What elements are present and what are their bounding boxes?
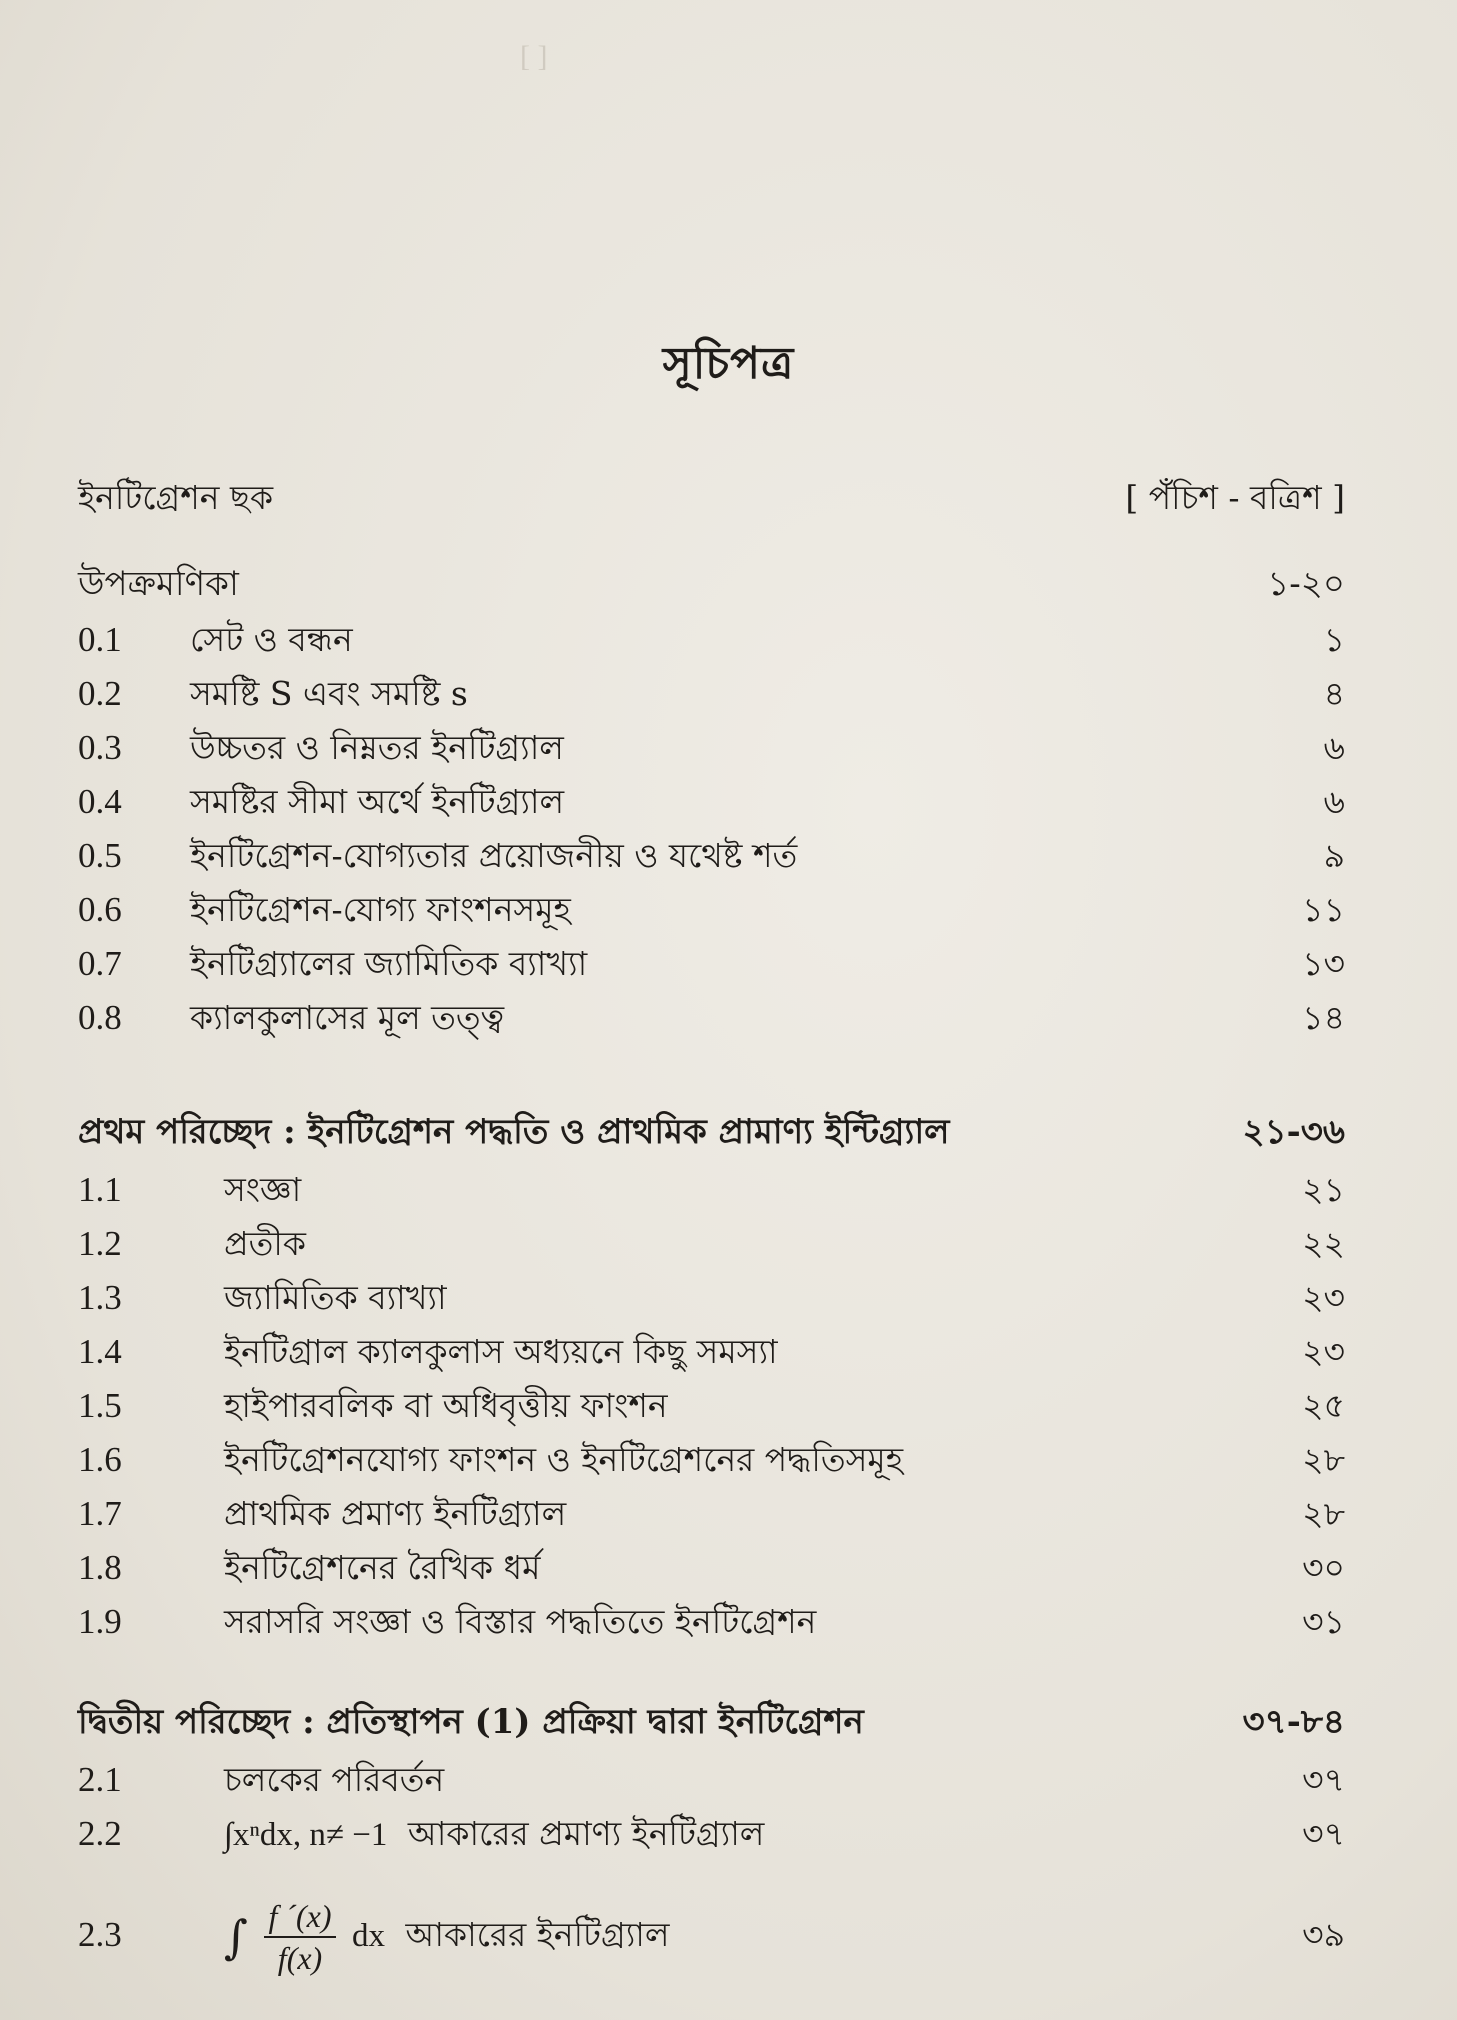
entry-number: 1.3 — [78, 1278, 122, 1317]
entry-title: ইনটিগ্রেশনযোগ্য ফাংশন ও ইনটিগ্রেশনের পদ্ধতিসমূহ — [224, 1440, 904, 1479]
entry-page: ৩১ — [1302, 1602, 1345, 1641]
entry-title: জ্যামিতিক ব্যাখ্যা — [224, 1278, 447, 1317]
integral-sign-icon: ∫ — [224, 1910, 248, 1964]
toc-entry — [0, 1754, 1457, 1806]
toc-entry — [0, 1272, 1457, 1324]
entry-number: 1.2 — [78, 1224, 122, 1263]
entry-number: 2.1 — [78, 1760, 122, 1799]
section-pages: ২১-৩৬ — [1242, 1112, 1345, 1152]
section-title: উপক্রমণিকা — [78, 564, 239, 604]
toc-entry — [0, 830, 1457, 882]
entry-title: ইনটিগ্রেশন-যোগ্যতার প্রয়োজনীয় ও যথেষ্ট শর্ত — [190, 836, 798, 875]
entry-title: সমষ্টির সীমা অর্থে ইনটিগ্র্যাল — [190, 782, 565, 821]
toc-entry — [0, 722, 1457, 774]
integral-formula: ∫xⁿdx, n≠ −1 — [224, 1817, 388, 1853]
toc-entry — [0, 1890, 1457, 1980]
toc-entry — [0, 1326, 1457, 1378]
entry-page: ২৮ — [1302, 1494, 1345, 1533]
entry-number: 1.4 — [78, 1332, 122, 1371]
entry-page: ২৮ — [1302, 1440, 1345, 1479]
entry-title: সেট ও বন্ধন — [190, 620, 353, 659]
entry-page: ১৩ — [1302, 944, 1345, 983]
entry-number: 0.4 — [78, 782, 122, 821]
toc-entry — [0, 1434, 1457, 1486]
entry-page: ২৫ — [1302, 1386, 1345, 1425]
section-heading — [0, 1696, 1457, 1748]
entry-number: 0.1 — [78, 620, 122, 659]
section-pages: ১-২০ — [1267, 564, 1345, 604]
toc-entry — [0, 1808, 1457, 1860]
entry-number: 2.3 — [78, 1915, 122, 1954]
entry-title: ইনটিগ্রেশন-যোগ্য ফাংশনসমূহ — [190, 890, 571, 929]
section-pages: ৩৭-৮৪ — [1242, 1702, 1345, 1742]
preface-label: ইনটিগ্রেশন ছক — [78, 478, 274, 517]
toc-entry — [0, 1542, 1457, 1594]
entry-title: সমষ্টি S এবং সমষ্টি s — [190, 674, 468, 713]
entry-page: ১ — [1323, 620, 1345, 659]
entry-page: ৩৭ — [1302, 1760, 1345, 1799]
entry-page: ২৩ — [1302, 1278, 1345, 1317]
entry-title: ইনটিগ্রেশনের রৈখিক ধর্ম — [224, 1548, 541, 1587]
entry-title: প্রতীক — [224, 1224, 306, 1263]
entry-title: প্রাথমিক প্রমাণ্য ইনটিগ্র্যাল — [224, 1494, 567, 1533]
entry-title: ক্যালকুলাসের মূল তত্ত্ব — [190, 998, 505, 1037]
entry-page: ৩৭ — [1302, 1814, 1345, 1853]
entry-number: 0.2 — [78, 674, 122, 713]
entry-number: 0.3 — [78, 728, 122, 767]
entry-title: চলকের পরিবর্তন — [224, 1760, 445, 1799]
section-title: দ্বিতীয় পরিচ্ছেদ : প্রতিস্থাপন (1) প্রক্রিয়া দ্বারা ইনটিগ্রেশন — [78, 1702, 864, 1742]
entry-page: ৩৯ — [1302, 1915, 1345, 1954]
toc-entry — [0, 614, 1457, 666]
entry-number: 1.6 — [78, 1440, 122, 1479]
toc-entry — [0, 938, 1457, 990]
entry-title: ইনটিগ্র্যালের জ্যামিতিক ব্যাখ্যা — [190, 944, 588, 983]
toc-entry — [0, 1596, 1457, 1648]
entry-number: 1.1 — [78, 1170, 122, 1209]
fraction — [264, 1896, 335, 1978]
toc-entry — [0, 992, 1457, 1044]
toc-entry — [0, 884, 1457, 936]
entry-page: ৬ — [1323, 728, 1345, 767]
toc-entry — [0, 1380, 1457, 1432]
toc-entry — [0, 1164, 1457, 1216]
entry-title: ইনটিগ্রাল ক্যালকুলাস অধ্যয়নে কিছু সমস্যা — [224, 1332, 778, 1371]
section-heading — [0, 558, 1457, 610]
fraction-numerator: f ´(x) — [264, 1896, 335, 1938]
entry-number: 1.5 — [78, 1386, 122, 1425]
section-title: প্রথম পরিচ্ছেদ : ইনটিগ্রেশন পদ্ধতি ও প্রাথমিক প্রামাণ্য ইন্টিগ্র্যাল — [78, 1112, 950, 1152]
entry-title: সরাসরি সংজ্ঞা ও বিস্তার পদ্ধতিতে ইনটিগ্রেশন — [224, 1602, 817, 1641]
entry-page: ২৩ — [1302, 1332, 1345, 1371]
entry-title: আকারের প্রমাণ্য ইনটিগ্র্যাল — [407, 1814, 765, 1853]
toc-entry — [0, 668, 1457, 720]
entry-page: ৩০ — [1302, 1548, 1345, 1587]
preface-pages: [ পঁচিশ - বত্রিশ ] — [1125, 478, 1345, 517]
entry-title: হাইপারবলিক বা অধিবৃত্তীয় ফাংশন — [224, 1386, 668, 1425]
entry-number: 2.2 — [78, 1814, 122, 1853]
toc-entry — [0, 1488, 1457, 1540]
bleed-through: [ ] — [520, 40, 548, 73]
entry-page: ২১ — [1302, 1170, 1345, 1209]
entry-title: সংজ্ঞা — [224, 1170, 302, 1209]
page-title: সূচিপত্র — [662, 338, 795, 389]
entry-number: 0.8 — [78, 998, 122, 1037]
entry-number: 0.6 — [78, 890, 122, 929]
entry-page: ৯ — [1323, 836, 1345, 875]
differential: dx — [352, 1918, 386, 1954]
toc-entry — [0, 1218, 1457, 1270]
section-heading — [0, 1106, 1457, 1158]
entry-number: 1.9 — [78, 1602, 122, 1641]
entry-number: 1.7 — [78, 1494, 122, 1533]
entry-page: ২২ — [1302, 1224, 1345, 1263]
entry-number: 0.5 — [78, 836, 122, 875]
entry-page: ৬ — [1323, 782, 1345, 821]
entry-page: ১৪ — [1302, 998, 1345, 1037]
entry-title: আকারের ইনটিগ্র্যাল — [405, 1915, 670, 1954]
preface-row — [0, 472, 1457, 524]
entry-title: উচ্চতর ও নিম্নতর ইনটিগ্র্যাল — [190, 728, 564, 767]
fraction-denominator: f(x) — [277, 1940, 323, 1976]
entry-page: ১১ — [1302, 890, 1345, 929]
toc-entry — [0, 776, 1457, 828]
entry-number: 1.8 — [78, 1548, 122, 1587]
entry-page: ৪ — [1323, 674, 1345, 713]
entry-number: 0.7 — [78, 944, 122, 983]
